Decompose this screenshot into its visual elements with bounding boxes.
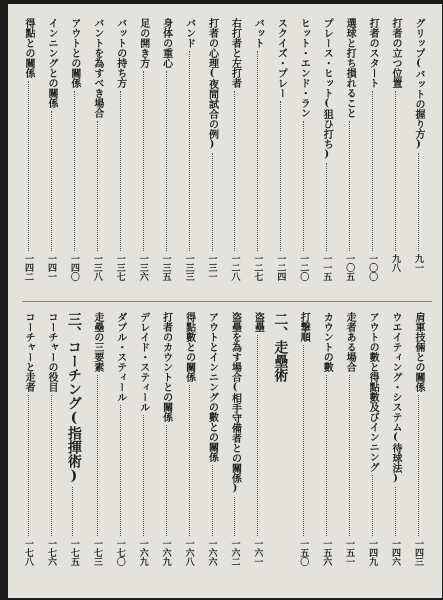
toc-entry-title: 身体の重心: [160, 18, 172, 68]
toc-entry-page: 一四二: [23, 254, 33, 281]
toc-entry-page: 一〇五: [344, 254, 355, 281]
dot-leader: [280, 101, 281, 251]
toc-entry-page: 一七八: [23, 539, 33, 566]
dot-leader: [395, 487, 396, 536]
toc-entry-page: 一三七: [114, 254, 125, 281]
dot-leader: [349, 121, 350, 251]
toc-entry-page: 一六九: [137, 539, 148, 566]
toc-entry-title: 打者のスタート: [367, 18, 379, 88]
dot-leader: [234, 91, 235, 251]
toc-entry-title: 打者の立つ位置: [390, 18, 402, 88]
toc-entry-page: 一七〇: [114, 539, 125, 566]
toc-entry-title: ヒット・エンド・ラン: [298, 18, 310, 118]
toc-entry-page: 一四三: [413, 539, 423, 566]
toc-entry-page: 一六九: [160, 539, 171, 566]
toc-entry-title: アウトの數と得點數及びインニング: [367, 312, 379, 472]
dot-leader: [28, 395, 29, 536]
toc-entry-page: 一一五: [321, 254, 332, 281]
dot-leader: [189, 385, 190, 536]
toc-entry-title: スクイズ・プレー: [275, 18, 287, 98]
toc-entry-page: 一二八: [229, 254, 240, 281]
dot-leader: [418, 395, 419, 536]
section-divider: [22, 301, 432, 302]
dot-leader: [97, 121, 98, 251]
toc-entry-page: 一三一: [206, 254, 217, 281]
toc-entry-title: 打撃順: [298, 312, 310, 342]
toc-entry-title: 得點數との關係: [183, 312, 195, 382]
toc-entry-title: インニングとの關係: [45, 18, 57, 108]
dot-leader: [326, 163, 327, 251]
dot-leader: [120, 91, 121, 251]
toc-entry-title: アウトとインニングの數との關係: [206, 312, 218, 462]
toc-entry-page: 一六二: [229, 539, 240, 566]
toc-entry-title: 打者のカウントとの關係: [160, 312, 172, 422]
toc-entry-page: 一四一: [45, 254, 56, 281]
dot-leader: [257, 335, 258, 536]
dot-leader: [257, 51, 258, 251]
dot-leader: [166, 425, 167, 536]
toc-entry-page: 九一: [413, 254, 423, 272]
toc-entry-title: バット: [252, 18, 264, 48]
toc-entry-title: 三、コーチング(指揮術): [65, 312, 82, 484]
toc-entry-title: 走壘の三要素: [91, 312, 103, 372]
toc-entry-page: 一四六: [390, 539, 401, 566]
toc-entry-title: 走者ある場合: [344, 312, 356, 372]
toc-entry-page: 一二四: [275, 254, 286, 281]
dot-leader: [143, 415, 144, 536]
toc-entry-page: 一三三: [183, 254, 194, 281]
toc-entry-page: 一三六: [137, 254, 148, 281]
dot-leader: [74, 91, 75, 251]
dot-leader: [372, 91, 373, 251]
toc-entry-page: 一七五: [68, 539, 79, 566]
toc-entry-title: 足の開き方: [137, 18, 149, 68]
toc-entry-title: ダブル・スティール: [114, 312, 126, 402]
dot-leader: [28, 81, 29, 251]
toc-entry-title: アウトとの關係: [68, 18, 80, 88]
toc-entry-title: デレイド・スティール: [137, 312, 149, 412]
toc-entry-title: バットの持ち方: [114, 18, 126, 88]
dot-leader: [97, 375, 98, 536]
toc-entry-page: 一五〇: [298, 539, 309, 566]
dot-leader: [372, 475, 373, 536]
toc-entry-page: 一三八: [91, 254, 102, 281]
dot-leader: [303, 121, 304, 251]
dot-leader: [120, 405, 121, 536]
toc-entry-page: 一四〇: [68, 254, 79, 281]
toc-entry-title: 打者の心理(夜間試合の例): [206, 18, 218, 150]
dot-leader: [212, 465, 213, 536]
dot-leader: [418, 153, 419, 251]
toc-entry-title: カウントの數: [321, 312, 333, 372]
toc-entry-page: 一三五: [160, 254, 171, 281]
toc-entry-title: 盗壘を為す場合(相手守備者との關係): [229, 312, 241, 494]
toc-entry-title: グリップ(バットの握り方): [413, 18, 424, 150]
toc-entry-page: 一七六: [45, 539, 56, 566]
toc-entry-page: 一六六: [206, 539, 217, 566]
toc-entry-page: 一四九: [367, 539, 378, 566]
toc-entry-title: コーチャーと走者: [23, 312, 34, 392]
toc-entry-title: 右打者と左打者: [229, 18, 241, 88]
toc-entry-title: 得點との關係: [23, 18, 34, 78]
toc-entry-page: 一二〇: [298, 254, 309, 281]
toc-entry-page: 一二七: [252, 254, 263, 281]
toc-entry-title: バンド: [183, 18, 195, 48]
dot-leader: [395, 91, 396, 251]
toc-entry-title: 盗壘: [252, 312, 264, 332]
toc-entry-page: 一〇〇: [367, 254, 378, 281]
toc-entry-page: 九八: [390, 254, 401, 272]
toc-entry-title: プレース・ヒット(狙ひ打ち): [321, 18, 333, 160]
dot-leader: [234, 497, 235, 536]
dot-leader: [189, 51, 190, 251]
dot-leader: [212, 153, 213, 251]
dot-leader: [51, 111, 52, 251]
toc-entry-title: バントを為すべき場合: [91, 18, 103, 118]
toc-entry-page: 一五六: [321, 539, 332, 566]
dot-leader: [143, 71, 144, 251]
dot-leader: [51, 395, 52, 536]
toc-entry-page: 一五一: [344, 539, 355, 566]
toc-entry-title: ウエイティング・システム(待球法): [390, 312, 402, 484]
dot-leader: [303, 345, 304, 536]
toc-entry-page: 一六八: [183, 539, 194, 566]
dot-leader: [349, 375, 350, 536]
toc-entry-title: 選球と打ち損れること: [344, 18, 356, 118]
toc-entry-title: コーチャーの役目: [45, 312, 57, 392]
page: [8, 4, 442, 598]
dot-leader: [166, 71, 167, 251]
dot-leader: [72, 487, 73, 536]
dot-leader: [326, 375, 327, 536]
toc-entry-title: 二、走壘術: [272, 312, 289, 382]
toc-entry-title: 肩軍技倆との關係: [413, 312, 424, 392]
toc-entry-page: 一七三: [91, 539, 102, 566]
toc-entry-page: 一六一: [252, 539, 263, 566]
